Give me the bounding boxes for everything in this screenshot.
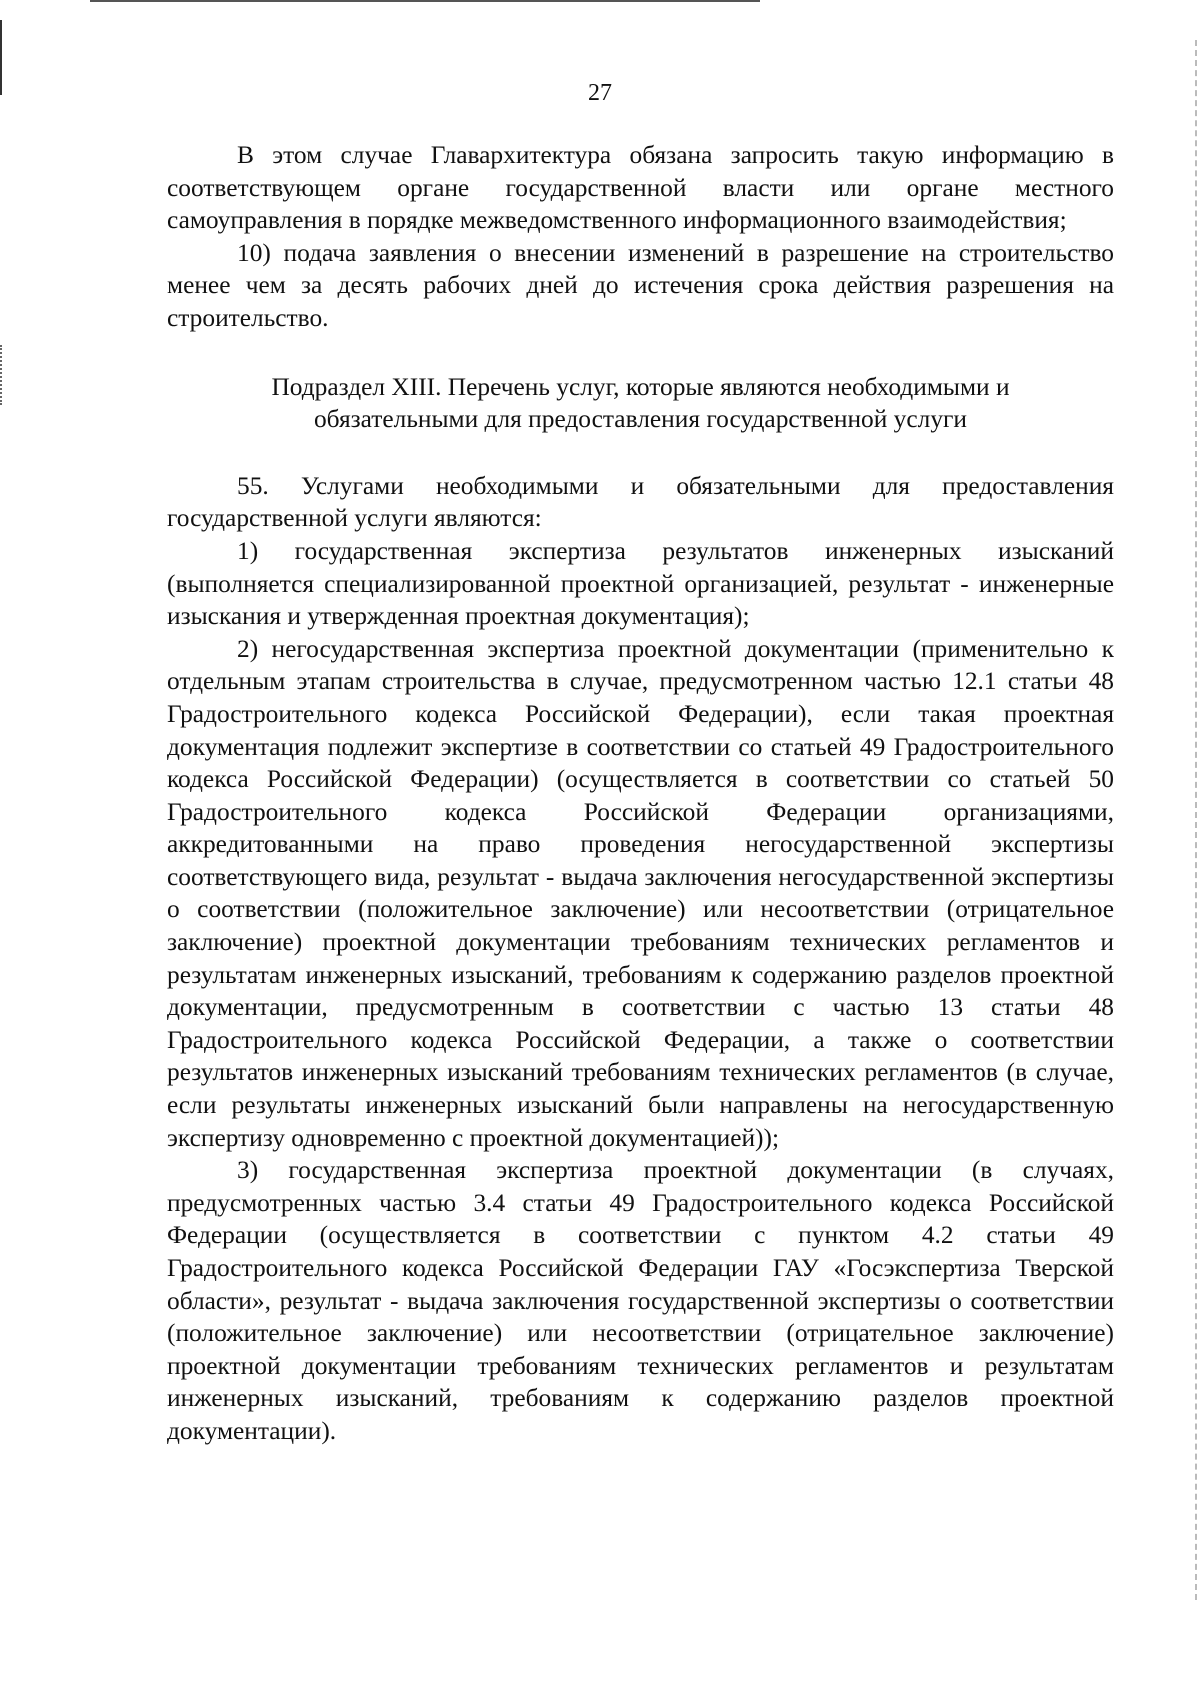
- paragraph-item-3: 3) государственная экспертиза проектной документации (в случаях, предусмотренных частью 3.4 статьи 49 Градостроительного кодекса Российской Федерации (осуществляется в соответствии с пунктом 4.2 статьи 49 Градостроительного кодекса Российской Федерации ГАУ «Госэкспертиза Тверской области», результат - выдача заключения государственной экспертизы о соответствии (положительное заключение) или несоответствии (отрицательное заключение) проектной документации требованиям технических регламентов и результатам инженерных изысканий, требованиям к содержанию разделов проектной документации).: [167, 1156, 1114, 1445]
- paragraph-55: 55. Услугами необходимыми и обязательными для предоставления государственной услуги являются:: [167, 471, 1114, 533]
- scan-left-mark: [0, 345, 4, 405]
- paragraph-item-1: 1) государственная экспертиза результатов инженерных изысканий (выполняется специализированной проектной организацией, результат - инженерные изыскания и утвержденная проектная документация);: [167, 536, 1114, 631]
- document-body: [167, 139, 1114, 1448]
- scan-right-edge: [1195, 40, 1199, 1600]
- paragraph-request-info: В этом случае Главархитектура обязана запросить такую информацию в соответствующем органе государственной власти или органе местного самоуправления в порядке межведомственного информационного взаимодействия;: [167, 141, 1114, 235]
- scan-top-edge: [90, 0, 760, 2]
- section-heading-line-2: обязательными для предоставления государственной услуги: [313, 405, 968, 434]
- section-heading-line-1: Подраздел XIII. Перечень услуг, которые являются необходимыми и: [271, 372, 1010, 401]
- section-heading: [167, 371, 1114, 436]
- paragraph-item-2: 2) негосударственная экспертиза проектной документации (применительно к отдельным этапам строительства в случае, предусмотренном частью 12.1 статьи 48 Градостроительного кодекса Российской Федерации), если такая проектная документация подлежит экспертизе в соответствии со статьей 49 Градостроительного кодекса Российской Федерации) (осуществляется в соответствии со статьей 50 Градостроительного кодекса Российской Федерации организациями, аккредитованными на право проведения негосударственной экспертизы соответствующего вида, результат - выдача заключения негосударственной экспертизы о соответствии (положительное заключение) или несоответствии (отрицательное заключение) проектной документации требованиям технических регламентов и результатам инженерных изысканий, требованиям к содержанию разделов проектной документации, предусмотренным в соответствии с частью 13 статьи 48 Градостроительного кодекса Российской Федерации, а также о соответствии результатов инженерных изысканий требованиям технических регламентов (в случае, если результаты инженерных изысканий были направлены на негосударственную экспертизу одновременно с проектной документацией));: [167, 634, 1114, 1152]
- page-number: 27: [588, 80, 612, 106]
- paragraph-item-10: 10) подача заявления о внесении изменений в разрешение на строительство менее чем за десять рабочих дней до истечения срока действия разрешения на строительство.: [167, 238, 1114, 332]
